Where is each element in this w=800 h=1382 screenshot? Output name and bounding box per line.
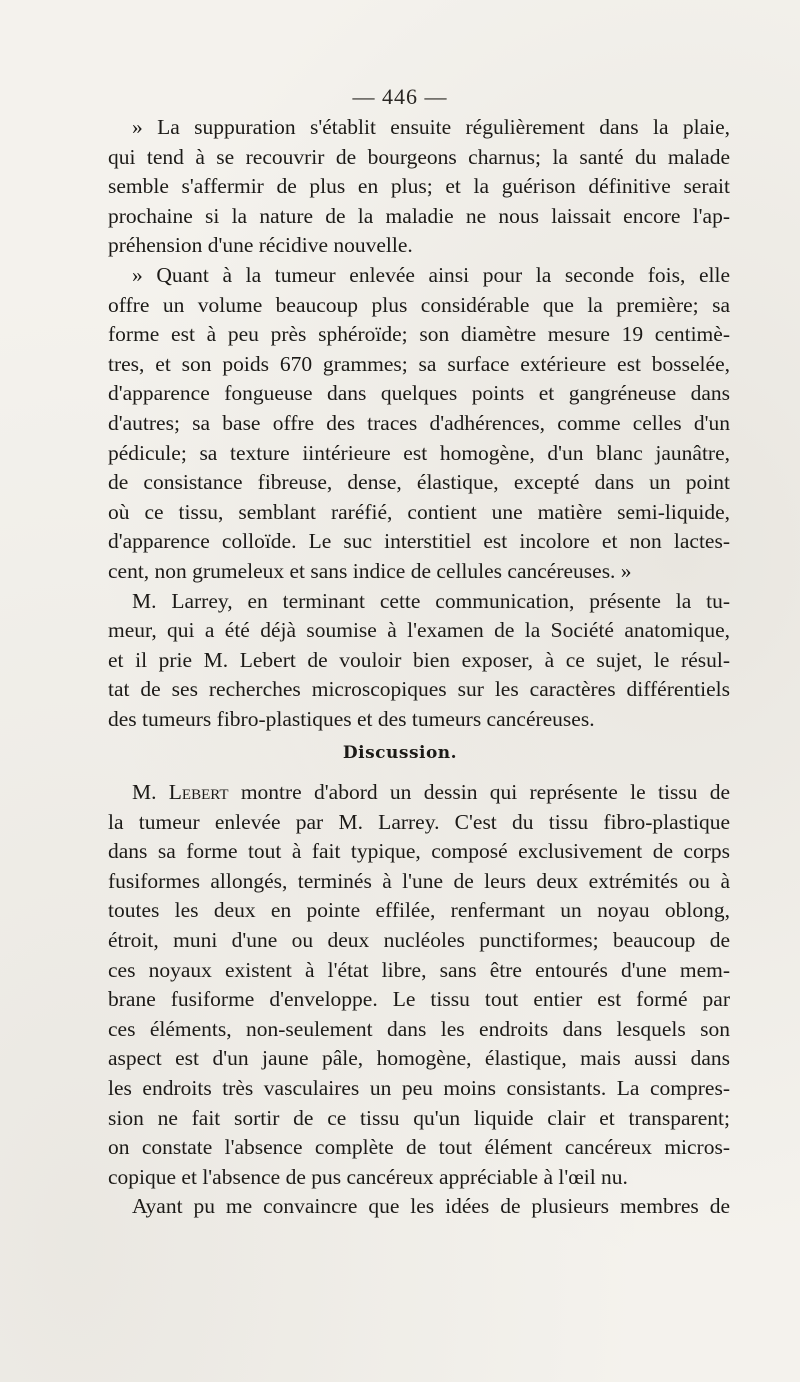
- page-number: — 446 —: [352, 84, 448, 109]
- text-line: prochaine si la nature de la maladie ne nous laissait encore l'ap-: [108, 203, 730, 228]
- text-line: des tumeurs fibro-plastiques et des tumeurs cancéreuses.: [108, 706, 595, 731]
- text-line: d'autres; sa base offre des traces d'adhérences, comme celles d'un: [108, 410, 730, 435]
- text-line: M. Larrey, en terminant cette communication, présente la tu-: [132, 588, 730, 613]
- text-fragment: M.: [132, 780, 169, 804]
- text-line: préhension d'une récidive nouvelle.: [108, 233, 413, 258]
- text-line: pédicule; sa texture iintérieure est homogène, d'un blanc jaunâtre,: [108, 440, 730, 465]
- text-line-first: [108, 778, 730, 808]
- text-block-discussion: [108, 778, 730, 1222]
- text-line: ces noyaux existent à l'état libre, sans être entourés d'une mem-: [108, 957, 730, 982]
- text-line: on constate l'absence complète de tout élément cancéreux micros-: [108, 1135, 730, 1160]
- text-line: Ayant pu me convaincre que les idées de plusieurs membres de: [132, 1194, 730, 1219]
- text-line: d'apparence fongueuse dans quelques points et gangréneuse dans: [108, 381, 730, 406]
- text-line: les endroits très vasculaires un peu moins consistants. La compres-: [108, 1075, 730, 1100]
- text-line: aspect est d'un jaune pâle, homogène, élastique, mais aussi dans: [108, 1046, 730, 1071]
- section-heading: Discussion.: [342, 743, 458, 763]
- text-line: semble s'affermir de plus en plus; et la guérison définitive serait: [108, 174, 730, 199]
- text-line: et il prie M. Lebert de vouloir bien exposer, à ce sujet, le résul-: [108, 647, 730, 672]
- text-line: qui tend à se recouvrir de bourgeons charnus; la santé du malade: [108, 144, 730, 169]
- text-line: ces éléments, non-seulement dans les endroits dans lesquels son: [108, 1016, 730, 1041]
- text-line: tat de ses recherches microscopiques sur les caractères différentiels: [108, 677, 730, 702]
- text-line: de consistance fibreuse, dense, élastique, excepté dans un point: [108, 470, 730, 495]
- text-line: toutes les deux en pointe effilée, renfermant un noyau oblong,: [108, 898, 730, 923]
- text-line: d'apparence colloïde. Le suc interstitiel est incolore et non lactes-: [108, 529, 730, 554]
- author-name: Lebert: [168, 780, 229, 804]
- text-line: offre un volume beaucoup plus considérable que la première; sa: [108, 292, 730, 317]
- text-line: » Quant à la tumeur enlevée ainsi pour la seconde fois, elle: [132, 262, 730, 287]
- text-line: brane fusiforme d'enveloppe. Le tissu tout entier est formé par: [108, 987, 730, 1012]
- text-line: » La suppuration s'établit ensuite régulièrement dans la plaie,: [132, 115, 730, 139]
- text-line: où ce tissu, semblant raréfié, contient une matière semi-liquide,: [108, 499, 730, 524]
- text-line: dans sa forme tout à fait typique, composé exclusivement de corps: [108, 839, 730, 864]
- text-fragment: montre d'abord un dessin qui représente le tissu de: [228, 780, 730, 804]
- text-line: meur, qui a été déjà soumise à l'examen de la Société anatomique,: [108, 618, 730, 643]
- text-line: forme est à peu près sphéroïde; son diamètre mesure 19 centimè-: [108, 322, 730, 347]
- text-line: fusiformes allongés, terminés à l'une de leurs deux extrémités ou à: [108, 868, 730, 893]
- text-line: copique et l'absence de pus cancéreux appréciable à l'œil nu.: [108, 1164, 628, 1189]
- text-line: sion ne fait sortir de ce tissu qu'un liquide clair et transparent;: [108, 1105, 730, 1130]
- text-line: la tumeur enlevée par M. Larrey. C'est du tissu fibro-plastique: [108, 809, 730, 834]
- text-block-case-report: [108, 113, 730, 734]
- text-line: tres, et son poids 670 grammes; sa surface extérieure est bosselée,: [108, 351, 730, 376]
- text-line: étroit, muni d'une ou deux nucléoles punctiformes; beaucoup de: [108, 927, 730, 952]
- text-line: cent, non grumeleux et sans indice de cellules cancéreuses. »: [108, 558, 632, 583]
